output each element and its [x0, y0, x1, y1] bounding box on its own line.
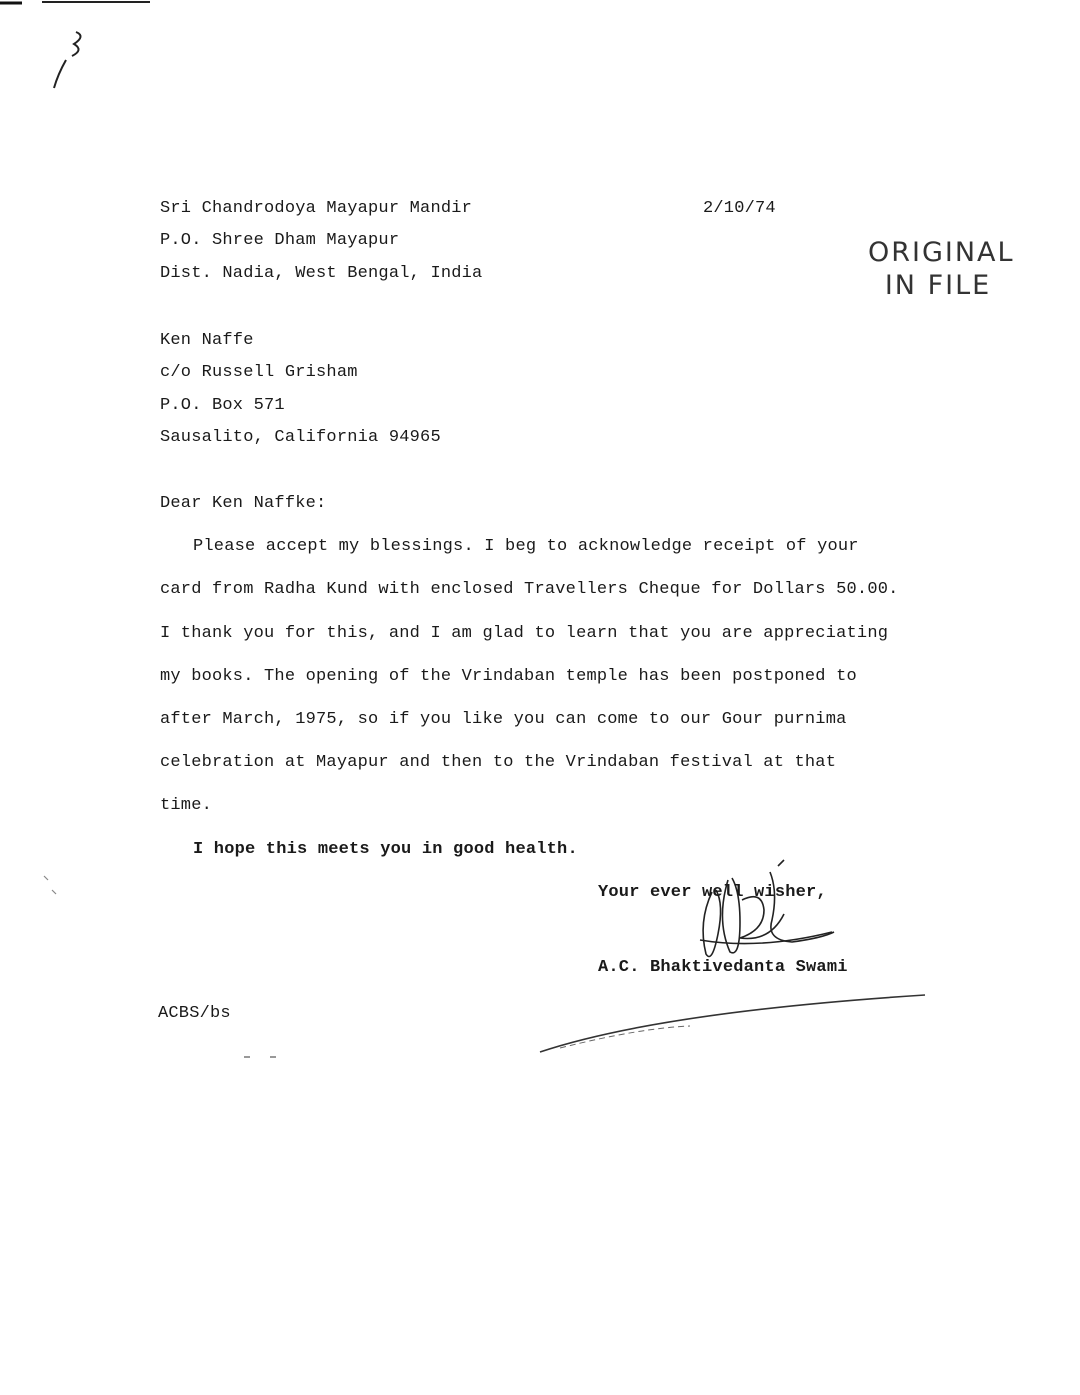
letterhead-line-3: Dist. Nadia, West Bengal, India [160, 264, 483, 283]
closing-paragraph: I hope this meets you in good health. [193, 840, 578, 859]
letterhead-line-1: Sri Chandrodoya Mayapur Mandir [160, 199, 473, 218]
body-line-4: my books. The opening of the Vrindaban temple has been postponed to [160, 667, 857, 686]
closing: Your ever well wisher, [598, 883, 827, 902]
speck-mark [44, 876, 48, 880]
recipient-line-2: c/o Russell Grisham [160, 363, 358, 382]
body-line-6: celebration at Mayapur and then to the Vrindaban festival at that [160, 753, 837, 772]
body-line-3: I thank you for this, and I am glad to learn that you are appreciating [160, 624, 889, 643]
salutation: Dear Ken Naffke: [160, 494, 327, 513]
signer-name: A.C. Bhaktivedanta Swami [598, 958, 848, 977]
body-line-1: Please accept my blessings. I beg to acknowledge receipt of your [193, 537, 859, 556]
recipient-line-4: Sausalito, California 94965 [160, 428, 441, 447]
letterhead-line-2: P.O. Shree Dham Mayapur [160, 231, 400, 250]
stamp-line-1: ORIGINAL [868, 237, 1015, 268]
corner-handwriting-mark [72, 32, 81, 56]
signature-underline-mark [540, 995, 925, 1052]
letter-date: 2/10/74 [703, 199, 776, 218]
original-in-file-stamp [868, 236, 1015, 302]
signature-icon [700, 860, 834, 957]
stamp-line-2: IN FILE [884, 270, 992, 301]
body-line-7: time. [160, 796, 213, 815]
recipient-line-1: Ken Naffe [160, 331, 254, 350]
body-line-2: card from Radha Kund with enclosed Travellers Cheque for Dollars 50.00. [160, 580, 899, 599]
body-line-5: after March, 1975, so if you like you can come to our Gour purnima [160, 710, 847, 729]
reference-initials: ACBS/bs [158, 1004, 231, 1023]
corner-handwriting-mark [54, 60, 66, 88]
recipient-line-3: P.O. Box 571 [160, 396, 285, 415]
speck-mark [52, 890, 56, 894]
